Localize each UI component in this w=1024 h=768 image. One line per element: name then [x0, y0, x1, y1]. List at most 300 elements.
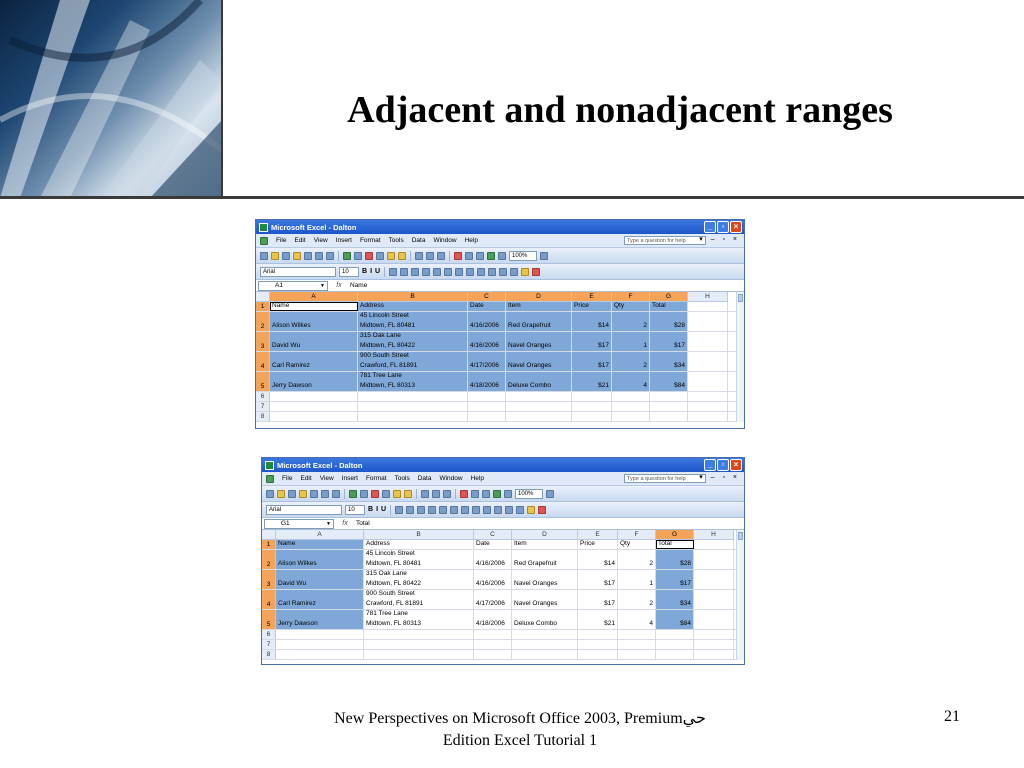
research-icon[interactable] — [354, 252, 362, 260]
cell-d6[interactable] — [506, 392, 572, 401]
borders-icon[interactable] — [516, 506, 524, 514]
cell-b1[interactable] — [358, 302, 468, 311]
cell-g2[interactable] — [650, 312, 688, 331]
name-box[interactable] — [264, 519, 334, 529]
column-header-h[interactable]: H — [694, 530, 734, 540]
new-icon[interactable] — [260, 252, 268, 260]
cell-h1[interactable] — [694, 540, 734, 549]
cell-e4[interactable] — [578, 590, 618, 609]
comma-icon[interactable] — [455, 268, 463, 276]
zoom-select[interactable]: 100% — [515, 489, 543, 499]
row-header[interactable]: 4 — [262, 590, 276, 609]
cell-f7[interactable] — [618, 640, 656, 649]
fill-color-icon[interactable] — [527, 506, 535, 514]
cell-d8[interactable] — [512, 650, 578, 659]
cell-d4[interactable] — [512, 590, 578, 609]
cell-a4[interactable] — [270, 352, 358, 371]
paste-icon[interactable] — [393, 490, 401, 498]
redo-icon[interactable] — [432, 490, 440, 498]
cell-c2[interactable] — [468, 312, 506, 331]
increase-decimal-icon[interactable] — [466, 268, 474, 276]
column-header-a[interactable]: A — [270, 292, 358, 302]
page-number: 21 — [944, 708, 960, 725]
hyperlink-icon[interactable] — [437, 252, 445, 260]
permission-icon[interactable] — [299, 490, 307, 498]
workbook-window-controls[interactable]: ▾ – ▫ × — [699, 474, 740, 481]
cell-a6[interactable] — [276, 630, 364, 639]
print-icon[interactable] — [321, 490, 329, 498]
sort-descending-icon[interactable] — [482, 490, 490, 498]
scroll-thumb[interactable] — [738, 294, 743, 302]
cell-e3[interactable] — [572, 332, 612, 351]
font-color-icon[interactable] — [538, 506, 546, 514]
cell-d6[interactable] — [512, 630, 578, 639]
chevron-down-icon[interactable]: ▼ — [326, 520, 331, 527]
cell-d4[interactable] — [506, 352, 572, 371]
cell-g8[interactable] — [656, 650, 694, 659]
workbook-window-controls[interactable]: ▾ – ▫ × — [699, 236, 740, 243]
cell-h3[interactable] — [694, 570, 734, 589]
cell-f2[interactable] — [618, 550, 656, 569]
header-vertical-rule — [221, 0, 223, 198]
cell-c4[interactable] — [474, 590, 512, 609]
row-header[interactable]: 1 — [262, 540, 276, 549]
cell-c7[interactable] — [474, 640, 512, 649]
close-button[interactable]: × — [730, 459, 742, 471]
cell-text: Alison Wilkes — [278, 560, 317, 567]
undo-icon[interactable] — [421, 490, 429, 498]
cell-e4[interactable] — [572, 352, 612, 371]
fx-icon[interactable]: fx — [342, 520, 348, 527]
maximize-button[interactable]: ▫ — [717, 459, 729, 471]
print-preview-icon[interactable] — [332, 490, 340, 498]
column-header-g[interactable]: G — [656, 530, 694, 540]
cell-c6[interactable] — [474, 630, 512, 639]
cell-text: $84 — [674, 382, 685, 389]
cell-c8[interactable] — [474, 650, 512, 659]
center-icon[interactable] — [400, 268, 408, 276]
column-header-b[interactable]: B — [364, 530, 474, 540]
maximize-button[interactable]: ▫ — [717, 221, 729, 233]
autosum-icon[interactable] — [460, 490, 468, 498]
align-left-icon[interactable] — [389, 268, 397, 276]
row-header[interactable]: 7 — [256, 402, 270, 411]
cell-g6[interactable] — [650, 392, 688, 401]
cell-e3[interactable] — [578, 570, 618, 589]
percent-icon[interactable] — [450, 506, 458, 514]
column-header-g[interactable]: G — [650, 292, 688, 302]
help-search-input[interactable]: Type a question for help — [624, 236, 706, 245]
cell-d2[interactable] — [506, 312, 572, 331]
redo-icon[interactable] — [426, 252, 434, 260]
cell-f1[interactable] — [618, 540, 656, 549]
menu-format[interactable]: Format — [365, 475, 387, 482]
column-header-d[interactable]: D — [506, 292, 572, 302]
cell-c3[interactable] — [468, 332, 506, 351]
cell-e1[interactable] — [578, 540, 618, 549]
print-icon[interactable] — [315, 252, 323, 260]
help-icon[interactable] — [546, 490, 554, 498]
cell-f5[interactable] — [612, 372, 650, 391]
cell-g5[interactable] — [650, 372, 688, 391]
email-icon[interactable] — [310, 490, 318, 498]
font-name-select[interactable]: Arial — [260, 267, 336, 277]
chart-wizard-icon[interactable] — [487, 252, 495, 260]
cell-b1[interactable] — [364, 540, 474, 549]
menu-window[interactable]: Window — [433, 237, 457, 244]
cell-text: 2 — [643, 362, 647, 369]
cell-b2[interactable] — [364, 550, 474, 569]
increase-decimal-icon[interactable] — [472, 506, 480, 514]
cell-a8[interactable] — [276, 650, 364, 659]
cell-f4[interactable] — [618, 590, 656, 609]
row-header[interactable]: 6 — [262, 630, 276, 639]
row-header[interactable]: 6 — [256, 392, 270, 401]
cell-c8[interactable] — [468, 412, 506, 421]
cell-h2[interactable] — [688, 312, 728, 331]
spelling-icon[interactable] — [343, 252, 351, 260]
cell-e5[interactable] — [578, 610, 618, 629]
sort-descending-icon[interactable] — [476, 252, 484, 260]
bold-button[interactable]: B — [362, 268, 368, 275]
cell-a7[interactable] — [270, 402, 358, 411]
column-header-d[interactable]: D — [512, 530, 578, 540]
cell-b5[interactable] — [358, 372, 468, 391]
cell-h5[interactable] — [688, 372, 728, 391]
cell-h3[interactable] — [688, 332, 728, 351]
permission-icon[interactable] — [293, 252, 301, 260]
align-right-icon[interactable] — [417, 506, 425, 514]
corner-photo — [0, 0, 222, 198]
cell-f6[interactable] — [612, 392, 650, 401]
cell-e8[interactable] — [578, 650, 618, 659]
cell-text: 900 South Street — [366, 590, 415, 597]
copy-icon[interactable] — [382, 490, 390, 498]
row-header[interactable]: 5 — [256, 372, 270, 391]
cell-d1[interactable] — [512, 540, 578, 549]
toolbar-separator — [390, 505, 391, 515]
cell-a3[interactable] — [276, 570, 364, 589]
save-icon[interactable] — [288, 490, 296, 498]
menu-tools[interactable]: Tools — [388, 237, 404, 244]
cell-b5[interactable] — [364, 610, 474, 629]
cell-d3[interactable] — [506, 332, 572, 351]
cell-g7[interactable] — [656, 640, 694, 649]
cell-text: Midtown, FL 80313 — [360, 382, 416, 389]
comma-icon[interactable] — [461, 506, 469, 514]
menu-edit[interactable]: Edit — [294, 237, 306, 244]
row-header[interactable]: 3 — [262, 570, 276, 589]
menu-window[interactable]: Window — [439, 475, 463, 482]
cell-h8[interactable] — [694, 650, 734, 659]
table-row — [262, 570, 744, 590]
cell-e5[interactable] — [572, 372, 612, 391]
cell-a1[interactable] — [276, 540, 364, 549]
column-header-c[interactable]: C — [474, 530, 512, 540]
cell-text: 1 — [643, 342, 647, 349]
research-icon[interactable] — [360, 490, 368, 498]
cell-h6[interactable] — [694, 630, 734, 639]
cell-f3[interactable] — [618, 570, 656, 589]
format-painter-icon[interactable] — [398, 252, 406, 260]
italic-button[interactable]: I — [370, 268, 373, 275]
open-icon[interactable] — [271, 252, 279, 260]
paste-icon[interactable] — [387, 252, 395, 260]
cell-a5[interactable] — [276, 610, 364, 629]
increase-indent-icon[interactable] — [499, 268, 507, 276]
font-color-icon[interactable] — [532, 268, 540, 276]
cell-d2[interactable] — [512, 550, 578, 569]
scroll-thumb[interactable] — [738, 532, 743, 540]
cell-f8[interactable] — [618, 650, 656, 659]
cell-b7[interactable] — [358, 402, 468, 411]
underline-button[interactable]: U — [381, 506, 387, 513]
name-box[interactable] — [258, 281, 328, 291]
menu-insert[interactable]: Insert — [341, 475, 358, 482]
chart-wizard-icon[interactable] — [493, 490, 501, 498]
row-header[interactable]: 2 — [262, 550, 276, 569]
row-header[interactable]: 8 — [256, 412, 270, 421]
menu-help[interactable]: Help — [470, 475, 484, 482]
cell-d8[interactable] — [506, 412, 572, 421]
cell-e1[interactable] — [572, 302, 612, 311]
currency-icon[interactable] — [433, 268, 441, 276]
cell-a7[interactable] — [276, 640, 364, 649]
column-header-c[interactable]: C — [468, 292, 506, 302]
cell-h4[interactable] — [694, 590, 734, 609]
cell-d5[interactable] — [506, 372, 572, 391]
cut-icon[interactable] — [371, 490, 379, 498]
menu-data[interactable]: Data — [411, 237, 426, 244]
cell-a2[interactable] — [276, 550, 364, 569]
cut-icon[interactable] — [365, 252, 373, 260]
hyperlink-icon[interactable] — [443, 490, 451, 498]
menu-file[interactable]: File — [276, 237, 287, 244]
cell-d7[interactable] — [512, 640, 578, 649]
cell-f8[interactable] — [612, 412, 650, 421]
cell-f5[interactable] — [618, 610, 656, 629]
cell-g6[interactable] — [656, 630, 694, 639]
cell-b7[interactable] — [364, 640, 474, 649]
fill-color-icon[interactable] — [521, 268, 529, 276]
open-icon[interactable] — [277, 490, 285, 498]
column-header-b[interactable]: B — [358, 292, 468, 302]
cell-g8[interactable] — [650, 412, 688, 421]
row-header[interactable]: 3 — [256, 332, 270, 351]
cell-f2[interactable] — [612, 312, 650, 331]
save-icon[interactable] — [282, 252, 290, 260]
merge-center-icon[interactable] — [422, 268, 430, 276]
cell-b4[interactable] — [364, 590, 474, 609]
cell-f6[interactable] — [618, 630, 656, 639]
fx-icon[interactable]: fx — [336, 282, 342, 289]
vertical-scrollbar[interactable] — [736, 530, 744, 660]
menu-insert[interactable]: Insert — [335, 237, 352, 244]
worksheet-grid[interactable] — [256, 292, 744, 422]
menu-data[interactable]: Data — [417, 475, 432, 482]
cell-h1[interactable] — [688, 302, 728, 311]
formula-input[interactable]: Name — [350, 282, 368, 289]
font-size-select[interactable]: 10 — [345, 505, 365, 515]
menu-file[interactable]: File — [282, 475, 293, 482]
cell-b3[interactable] — [358, 332, 468, 351]
column-header-e[interactable]: E — [578, 530, 618, 540]
decrease-indent-icon[interactable] — [494, 506, 502, 514]
cell-h4[interactable] — [688, 352, 728, 371]
select-all-corner[interactable] — [262, 530, 276, 540]
chevron-down-icon[interactable]: ▼ — [320, 282, 325, 289]
drawing-icon[interactable] — [504, 490, 512, 498]
cell-b3[interactable] — [364, 570, 474, 589]
cell-b8[interactable] — [364, 650, 474, 659]
cell-g1[interactable] — [656, 540, 694, 549]
column-header-f[interactable]: F — [618, 530, 656, 540]
cell-a6[interactable] — [270, 392, 358, 401]
cell-g1[interactable] — [650, 302, 688, 311]
vertical-scrollbar[interactable] — [736, 292, 744, 422]
cell-g4[interactable] — [650, 352, 688, 371]
cell-e2[interactable] — [572, 312, 612, 331]
menu-format[interactable]: Format — [359, 237, 381, 244]
cell-a2[interactable] — [270, 312, 358, 331]
increase-indent-icon[interactable] — [505, 506, 513, 514]
cell-c5[interactable] — [468, 372, 506, 391]
menu-view[interactable]: View — [313, 237, 328, 244]
sort-ascending-icon[interactable] — [471, 490, 479, 498]
column-header-a[interactable]: A — [276, 530, 364, 540]
cell-c2[interactable] — [474, 550, 512, 569]
cell-h5[interactable] — [694, 610, 734, 629]
cell-h7[interactable] — [688, 402, 728, 411]
column-header-h[interactable]: H — [688, 292, 728, 302]
sort-ascending-icon[interactable] — [465, 252, 473, 260]
cell-g4[interactable] — [656, 590, 694, 609]
row-header[interactable]: 7 — [262, 640, 276, 649]
row-header[interactable]: 4 — [256, 352, 270, 371]
percent-icon[interactable] — [444, 268, 452, 276]
cell-f7[interactable] — [612, 402, 650, 411]
font-size-select[interactable]: 10 — [339, 267, 359, 277]
menu-tools[interactable]: Tools — [394, 475, 410, 482]
cell-a3[interactable] — [270, 332, 358, 351]
cell-a8[interactable] — [270, 412, 358, 421]
help-search-input[interactable]: Type a question for help — [624, 474, 706, 483]
formula-input[interactable]: Total — [356, 520, 370, 527]
format-painter-icon[interactable] — [404, 490, 412, 498]
select-all-corner[interactable] — [256, 292, 270, 302]
copy-icon[interactable] — [376, 252, 384, 260]
cell-g5[interactable] — [656, 610, 694, 629]
cell-h2[interactable] — [694, 550, 734, 569]
cell-g3[interactable] — [656, 570, 694, 589]
menu-view[interactable]: View — [319, 475, 334, 482]
font-name-select[interactable]: Arial — [266, 505, 342, 515]
cell-c6[interactable] — [468, 392, 506, 401]
cell-c3[interactable] — [474, 570, 512, 589]
new-icon[interactable] — [266, 490, 274, 498]
row-header[interactable]: 5 — [262, 610, 276, 629]
cell-f1[interactable] — [612, 302, 650, 311]
autosum-icon[interactable] — [454, 252, 462, 260]
cell-e2[interactable] — [578, 550, 618, 569]
decrease-indent-icon[interactable] — [488, 268, 496, 276]
currency-icon[interactable] — [439, 506, 447, 514]
decrease-decimal-icon[interactable] — [477, 268, 485, 276]
cell-g2[interactable] — [656, 550, 694, 569]
cell-e7[interactable] — [578, 640, 618, 649]
minimize-button[interactable]: _ — [704, 221, 716, 233]
cell-c5[interactable] — [474, 610, 512, 629]
cell-c1[interactable] — [468, 302, 506, 311]
decrease-decimal-icon[interactable] — [483, 506, 491, 514]
cell-a5[interactable] — [270, 372, 358, 391]
cell-e6[interactable] — [578, 630, 618, 639]
bold-button[interactable]: B — [368, 506, 374, 513]
row-header[interactable]: 2 — [256, 312, 270, 331]
merge-center-icon[interactable] — [428, 506, 436, 514]
cell-f4[interactable] — [612, 352, 650, 371]
cell-a4[interactable] — [276, 590, 364, 609]
help-icon[interactable] — [540, 252, 548, 260]
cell-h7[interactable] — [694, 640, 734, 649]
worksheet-grid[interactable] — [262, 530, 744, 660]
cell-e7[interactable] — [572, 402, 612, 411]
cell-h8[interactable] — [688, 412, 728, 421]
spelling-icon[interactable] — [349, 490, 357, 498]
cell-f3[interactable] — [612, 332, 650, 351]
cell-d3[interactable] — [512, 570, 578, 589]
row-header[interactable]: 1 — [256, 302, 270, 311]
drawing-icon[interactable] — [498, 252, 506, 260]
column-header-e[interactable]: E — [572, 292, 612, 302]
menu-help[interactable]: Help — [464, 237, 478, 244]
cell-c4[interactable] — [468, 352, 506, 371]
cell-d5[interactable] — [512, 610, 578, 629]
italic-button[interactable]: I — [376, 506, 379, 513]
row-header[interactable]: 8 — [262, 650, 276, 659]
cell-text: 4 — [649, 620, 653, 627]
cell-d7[interactable] — [506, 402, 572, 411]
cell-b2[interactable] — [358, 312, 468, 331]
align-right-icon[interactable] — [411, 268, 419, 276]
cell-e6[interactable] — [572, 392, 612, 401]
cell-c1[interactable] — [474, 540, 512, 549]
underline-button[interactable]: U — [375, 268, 381, 275]
cell-b8[interactable] — [358, 412, 468, 421]
print-preview-icon[interactable] — [326, 252, 334, 260]
cell-b6[interactable] — [358, 392, 468, 401]
center-icon[interactable] — [406, 506, 414, 514]
menu-edit[interactable]: Edit — [300, 475, 312, 482]
cell-g3[interactable] — [650, 332, 688, 351]
zoom-select[interactable]: 100% — [509, 251, 537, 261]
cell-e8[interactable] — [572, 412, 612, 421]
cell-b6[interactable] — [364, 630, 474, 639]
cell-c7[interactable] — [468, 402, 506, 411]
align-left-icon[interactable] — [395, 506, 403, 514]
borders-icon[interactable] — [510, 268, 518, 276]
cell-a1[interactable] — [270, 302, 358, 311]
minimize-button[interactable]: _ — [704, 459, 716, 471]
cell-b4[interactable] — [358, 352, 468, 371]
column-header-f[interactable]: F — [612, 292, 650, 302]
close-button[interactable]: × — [730, 221, 742, 233]
undo-icon[interactable] — [415, 252, 423, 260]
cell-h6[interactable] — [688, 392, 728, 401]
cell-g7[interactable] — [650, 402, 688, 411]
email-icon[interactable] — [304, 252, 312, 260]
cell-d1[interactable] — [506, 302, 572, 311]
